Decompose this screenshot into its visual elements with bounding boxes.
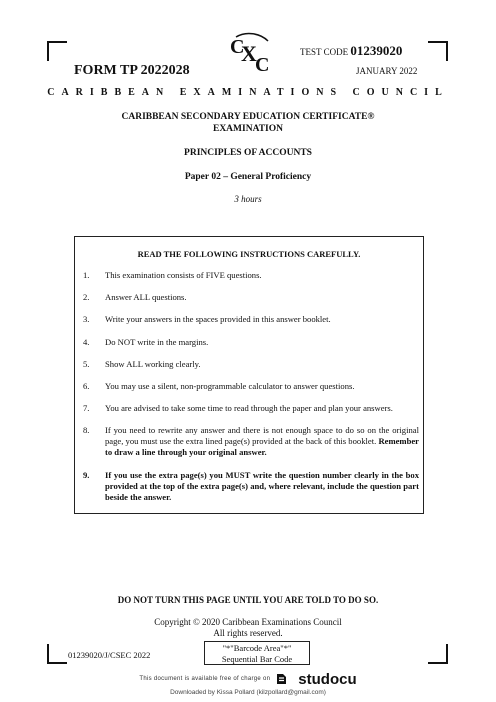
barcode-line-1: "*"Barcode Area"*" bbox=[222, 643, 292, 653]
instruction-item: 2. Answer ALL questions. bbox=[83, 292, 187, 303]
instruction-item: 5. Show ALL working clearly. bbox=[83, 358, 201, 369]
form-code: FORM TP 2022028 bbox=[74, 63, 190, 78]
instruction-item: 4. Do NOT write in the margins. bbox=[83, 336, 209, 347]
paper-title: Paper 02 – General Proficiency bbox=[184, 172, 312, 182]
exam-date: JANUARY 2022 bbox=[356, 66, 418, 76]
certificate-line-1: CARIBBEAN SECONDARY EDUCATION CERTIFICATE® bbox=[121, 112, 375, 122]
svg-text:C: C bbox=[230, 36, 245, 58]
test-code-label: TEST CODE bbox=[300, 47, 349, 57]
cxc-logo-icon bbox=[226, 31, 278, 75]
copyright-line: Copyright © 2020 Caribbean Examinations Council bbox=[154, 617, 342, 627]
test-code bbox=[300, 43, 402, 59]
studocu-brand: studocu bbox=[298, 670, 357, 688]
instruction-item: 7. You are advised to take some time to read through the paper and plan your answers. bbox=[83, 403, 393, 414]
studocu-logo-icon bbox=[274, 672, 288, 686]
distributed-note: This document is available free of charge on bbox=[139, 676, 271, 683]
instruction-item: 8. If you need to rewrite any answer and there is not enough space to do so on the original page, you must use the extra lined page(s) provided at the back of this booklet. Remember to draw a line through your original answer. bbox=[83, 425, 419, 458]
certificate-title bbox=[0, 111, 496, 135]
instructions-list bbox=[83, 270, 419, 514]
instructions-box bbox=[74, 236, 424, 514]
council-name: CARIBBEAN EXAMINATIONS COUNCIL bbox=[47, 87, 449, 98]
svg-text:X: X bbox=[241, 41, 257, 66]
crop-mark-bottom-right bbox=[428, 644, 448, 664]
studocu-banner[interactable] bbox=[0, 670, 496, 688]
do-not-turn-warning: DO NOT TURN THIS PAGE UNTIL YOU ARE TOLD TO DO SO. bbox=[117, 595, 379, 605]
crop-mark-top-right bbox=[428, 41, 448, 61]
certificate-line-2: EXAMINATION bbox=[212, 124, 284, 134]
barcode-area bbox=[204, 641, 310, 665]
barcode-line-2: Sequential Bar Code bbox=[221, 653, 293, 664]
copyright-notice bbox=[0, 617, 496, 639]
paper-code: 01239020/J/CSEC 2022 bbox=[68, 650, 151, 660]
instruction-item: 1. This examination consists of FIVE questions. bbox=[83, 270, 262, 280]
crop-mark-bottom-left bbox=[47, 644, 67, 664]
svg-text:C: C bbox=[255, 54, 270, 75]
instruction-item: 9. If you use the extra page(s) you MUST write the question number clearly in the box provided at the top of the extra page(s) and, where relevant, include the question part beside the answer. bbox=[83, 469, 419, 502]
duration: 3 hours bbox=[234, 194, 262, 204]
crop-mark-top-left bbox=[47, 41, 67, 61]
instruction-item: 3. Write your answers in the spaces provided in this answer booklet. bbox=[83, 314, 331, 325]
subject-title: PRINCIPLES OF ACCOUNTS bbox=[184, 148, 312, 158]
downloaded-by: Downloaded by Kissa Pollard (kilzpollard@gmail.com) bbox=[170, 689, 326, 696]
instruction-item: 6. You may use a silent, non-programmable calculator to answer questions. bbox=[83, 380, 355, 391]
rights-line: All rights reserved. bbox=[213, 628, 283, 638]
test-code-value: 01239020 bbox=[350, 43, 403, 58]
instructions-heading: READ THE FOLLOWING INSTRUCTIONS CAREFULLY. bbox=[137, 249, 361, 259]
